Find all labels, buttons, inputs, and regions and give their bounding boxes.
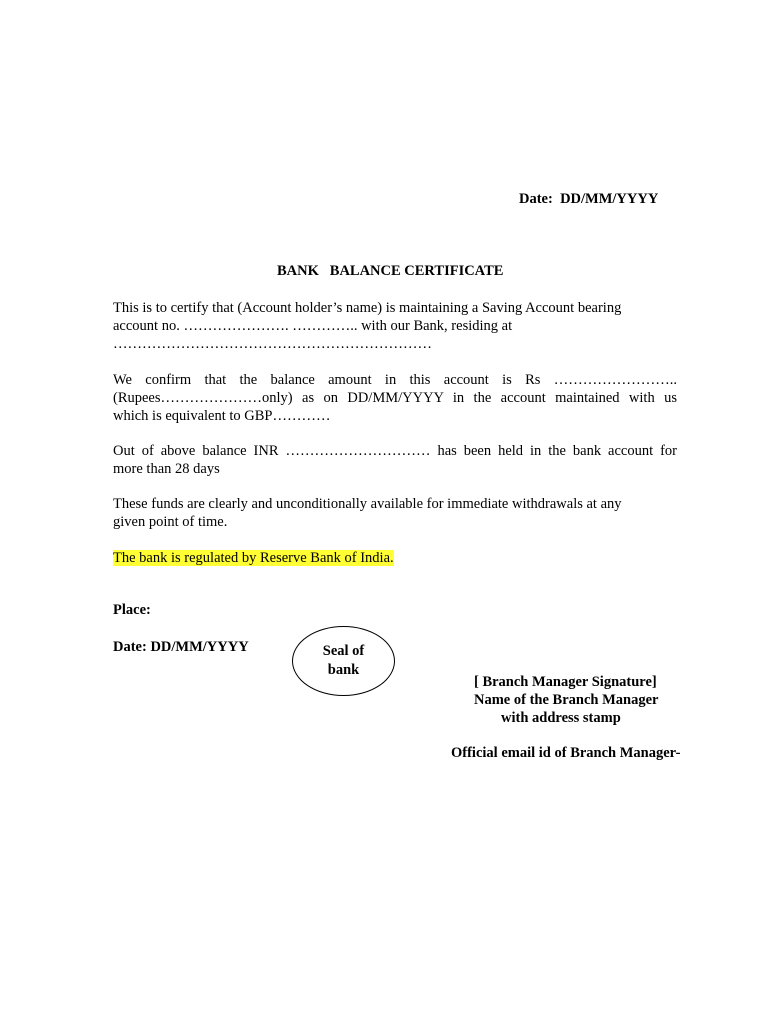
branch-manager-signature: [ Branch Manager Signature]: [474, 674, 657, 690]
paragraph-line: These funds are clearly and unconditionally available for immediate withdrawals at any: [113, 496, 622, 512]
paragraph-line: which is equivalent to GBP…………: [113, 408, 331, 424]
address-stamp-label: with address stamp: [501, 710, 621, 726]
paragraph-line: account no. …………………. ………….. with our Bank, residing at: [113, 318, 513, 334]
paragraph-line: We confirm that the balance amount in this account is Rs ……………………..: [113, 372, 677, 388]
paragraph-line: given point of time.: [113, 514, 228, 530]
paragraph-line: …………………………………………………………: [113, 336, 432, 352]
paragraph-account-holder: [113, 299, 677, 353]
paragraph-regulation: [113, 549, 677, 567]
seal-text-line: Seal of: [322, 643, 365, 659]
paragraph-funds-availability: [113, 495, 677, 531]
seal-text-line: bank: [327, 662, 360, 678]
highlighted-regulation-text: The bank is regulated by Reserve Bank of India.: [113, 550, 394, 566]
paragraph-held-balance: [113, 442, 677, 478]
branch-manager-email-label: Official email id of Branch Manager-: [451, 745, 681, 761]
place-label: Place:: [113, 602, 151, 618]
bank-seal: [292, 626, 395, 696]
paragraph-line: This is to certify that (Account holder’s name) is maintaining a Saving Account bearing: [113, 300, 622, 316]
paragraph-line: Out of above balance INR ………………………… has been held in the bank account for: [113, 443, 677, 459]
document-date: Date: DD/MM/YYYY: [519, 191, 659, 207]
document-title: BANK BALANCE CERTIFICATE: [277, 263, 504, 279]
signing-date: Date: DD/MM/YYYY: [113, 639, 249, 655]
paragraph-line: more than 28 days: [113, 461, 220, 477]
paragraph-balance: [113, 371, 677, 425]
paragraph-line: (Rupees…………………only) as on DD/MM/YYYY in the account maintained with us: [113, 390, 677, 406]
branch-manager-name: Name of the Branch Manager: [474, 692, 659, 708]
